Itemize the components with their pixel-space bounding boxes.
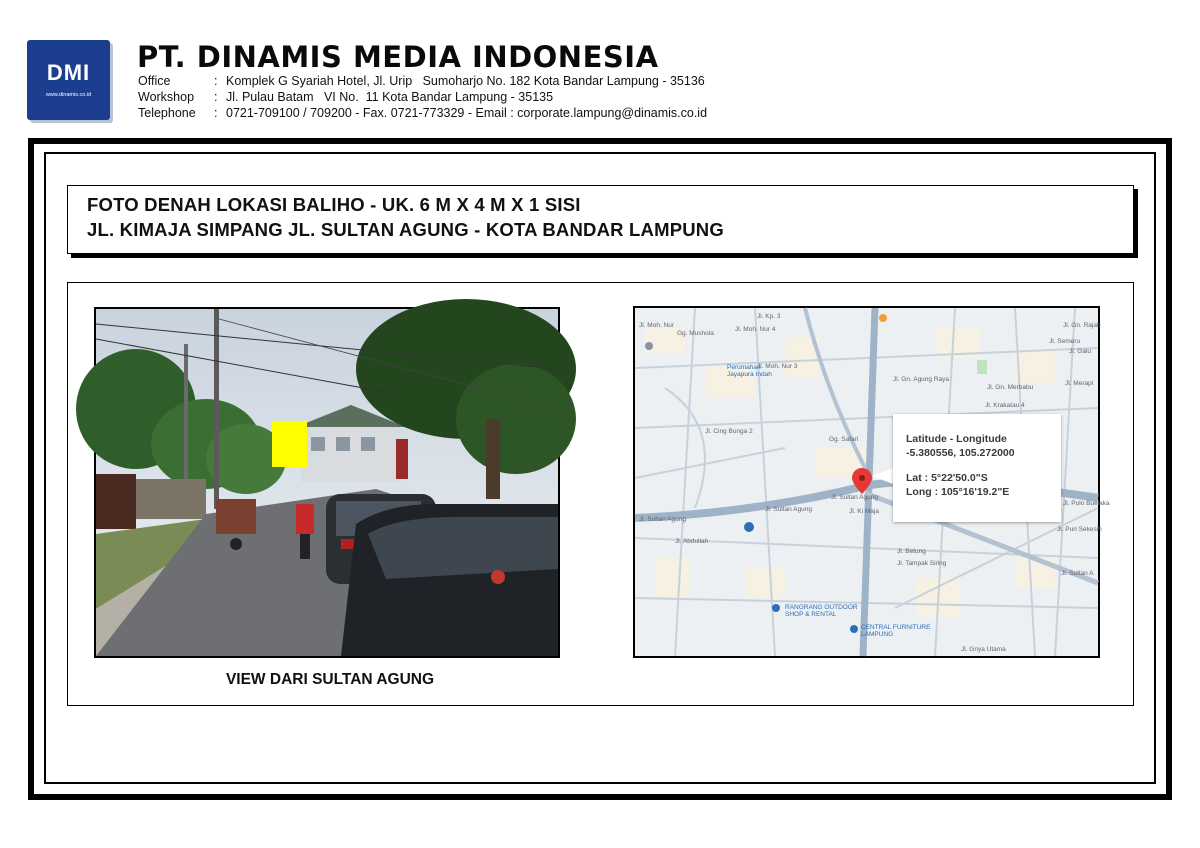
contact-block <box>138 73 707 121</box>
street-label: Jl. Krakatau 4 <box>985 402 1025 409</box>
billboard-marker <box>272 421 307 467</box>
street-label: Jl. Moh. Nur 3 <box>757 363 798 370</box>
poi-label: Perumahan Jayapura Indah <box>727 364 772 378</box>
street-label: Jl. Merapi <box>1065 380 1094 387</box>
street-label: Jl. Gn. Merbabu <box>987 384 1034 391</box>
street-label: Jl. Sultan Agung <box>639 516 686 523</box>
street-label: Jl. Galu <box>1069 348 1092 355</box>
street-label: Jl. Sultan Agung <box>765 506 812 513</box>
company-name: PT. DINAMIS MEDIA INDONESIA <box>137 40 659 74</box>
street-label: Jl. Moh. Nur 4 <box>735 326 776 333</box>
street-label: Jl. Sultan A <box>1061 570 1094 577</box>
poi-label: RANGRANG OUTDOOR SHOP & RENTAL <box>785 604 858 618</box>
contact-office <box>138 73 707 89</box>
contact-value: Komplek G Syariah Hotel, Jl. Urip Sumoharjo No. 182 Kota Bandar Lampung - 35136 <box>226 74 705 88</box>
company-logo <box>27 40 110 120</box>
street-label: Jl. Pulo Buelaka <box>1063 500 1110 507</box>
street-label: Jl. Gn. Agung Raya <box>893 376 950 383</box>
street-label: Jl. Griya Utama <box>961 646 1006 653</box>
coordinate-callout <box>893 414 1061 522</box>
street-label: Gg. Mushola <box>677 330 714 337</box>
street-label: Jl. Sultan Agung <box>831 494 878 501</box>
contact-value: Jl. Pulau Batam VI No. 11 Kota Bandar Lampung - 35135 <box>226 90 554 104</box>
location-map <box>633 306 1110 658</box>
contact-separator: : <box>214 90 218 104</box>
street-label: Jl. Tampak Siring <box>897 560 947 567</box>
street-label: Jl. Abdullah <box>675 538 709 545</box>
street-label: Jl. Betung <box>897 548 926 555</box>
street-label: Jl. Gn. Rajab <box>1063 322 1101 329</box>
contact-label: Workshop <box>138 90 195 104</box>
coordinate-longitude: Long : 105°16'19.2"E <box>906 486 1010 498</box>
contact-label: Telephone <box>138 106 196 120</box>
street-label: Jl. Ki Maja <box>849 508 879 515</box>
contact-separator: : <box>214 106 218 120</box>
street-label: Jl. Puri Sekesih <box>1057 526 1102 533</box>
street-label: Jl. Moh. Nur <box>639 322 675 329</box>
title-line-1: FOTO DENAH LOKASI BALIHO - UK. 6 M X 4 M X 1 SISI <box>87 194 581 215</box>
site-photo <box>94 307 560 658</box>
contact-separator: : <box>214 74 218 88</box>
location-title-box <box>67 185 1134 254</box>
street-label: Jl. Semeru <box>1049 338 1081 345</box>
photo-caption: VIEW DARI SULTAN AGUNG <box>225 671 435 688</box>
street-label: Gg. Safari <box>829 436 859 443</box>
coordinate-decimal: -5.380556, 105.272000 <box>906 447 1015 459</box>
logo-abbreviation: DMI <box>46 60 91 85</box>
contact-workshop <box>138 89 707 105</box>
coordinate-heading: Latitude - Longitude <box>906 433 1007 445</box>
contact-value: 0721-709100 / 709200 - Fax. 0721-773329 - Email : corporate.lampung@dinamis.co.id <box>226 106 708 120</box>
street-label: Jl. Kp. 3 <box>757 313 781 320</box>
logo-website: www.dinamis.co.id <box>45 92 92 98</box>
coordinate-latitude: Lat : 5°22'50.0"S <box>906 472 988 484</box>
street-label: Jl. Cing Bunga 2 <box>705 428 753 435</box>
street-scene-illustration <box>96 309 558 656</box>
contact-label: Office <box>138 74 171 88</box>
title-line-2: JL. KIMAJA SIMPANG JL. SULTAN AGUNG - KOTA BANDAR LAMPUNG <box>87 219 724 240</box>
poi-label: CENTRAL FURNITURE LAMPUNG <box>861 624 931 638</box>
contact-telephone <box>138 105 707 121</box>
